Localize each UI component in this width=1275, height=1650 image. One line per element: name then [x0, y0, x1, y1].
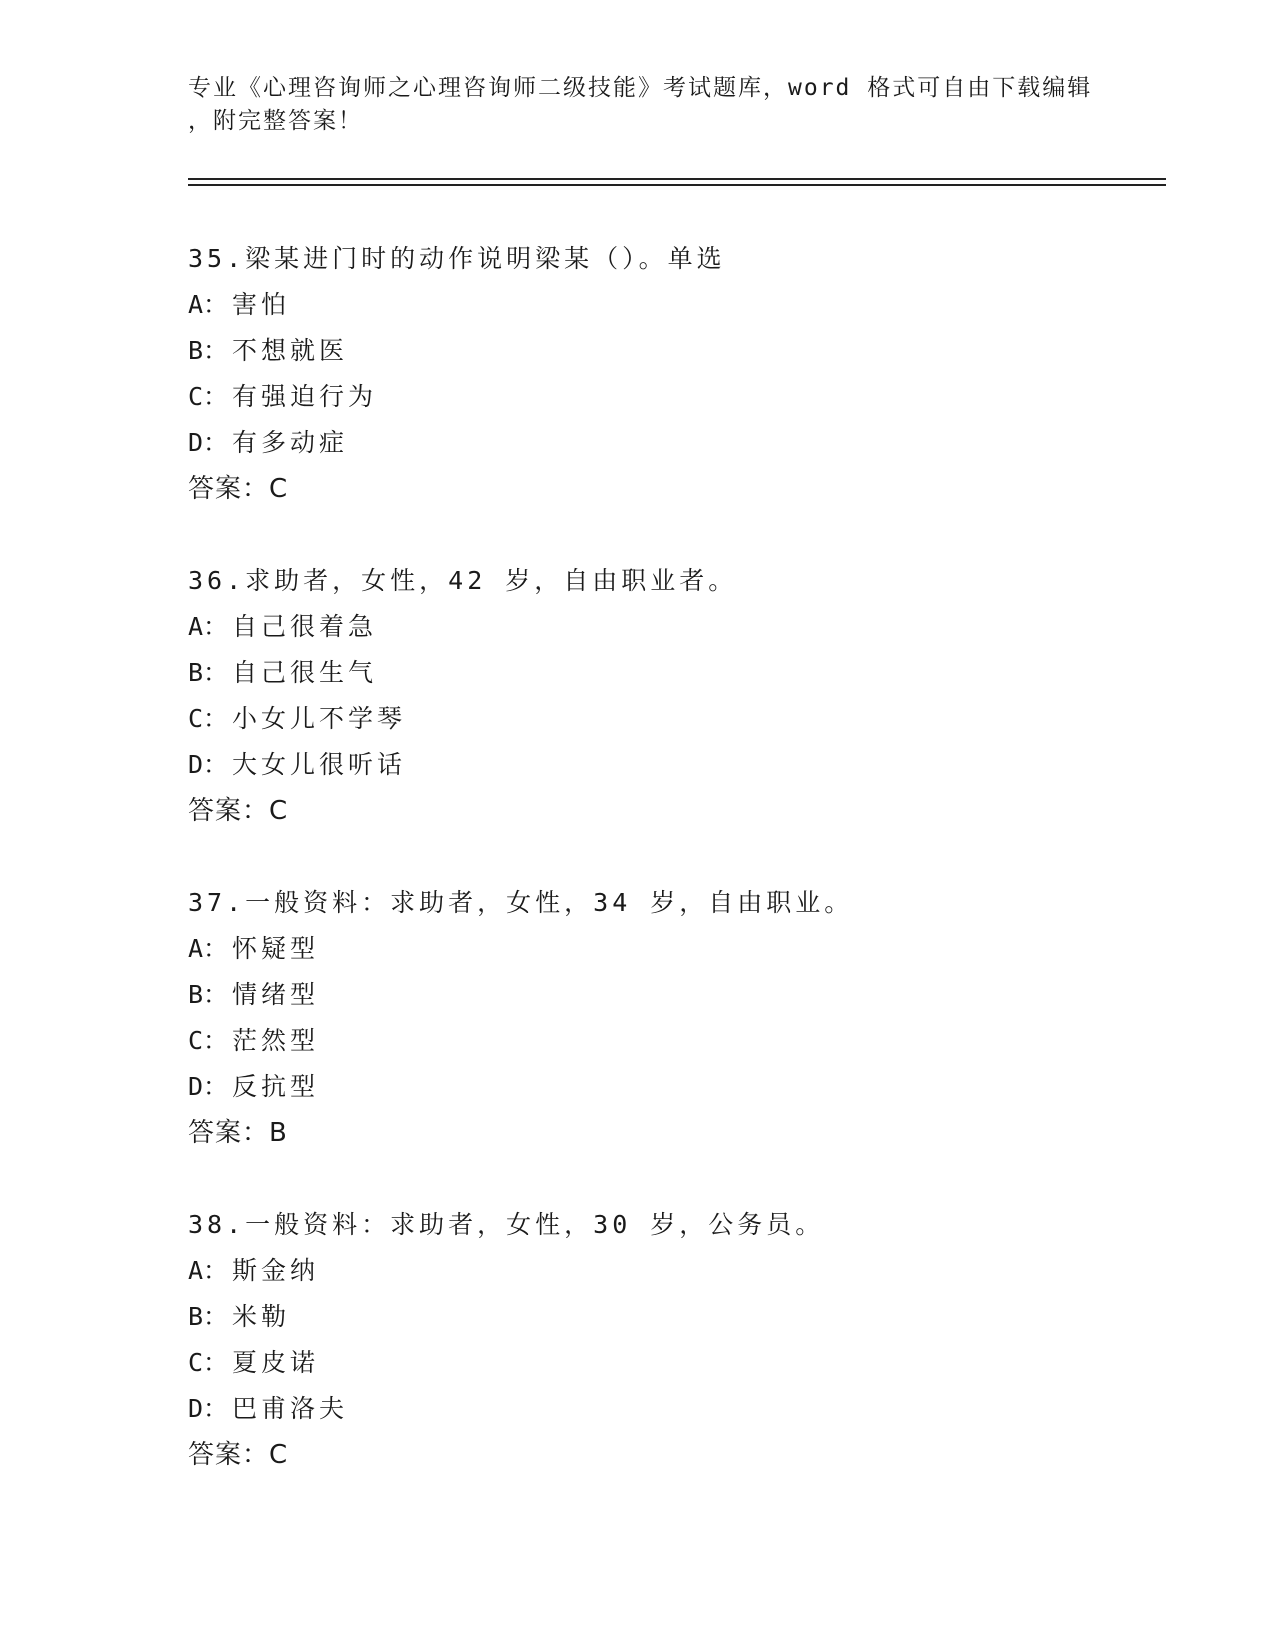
option-b	[188, 328, 1168, 374]
option-key: A：	[188, 612, 229, 641]
option-key: A：	[188, 934, 229, 963]
header-divider-bottom	[188, 184, 1166, 186]
option-text: 大女儿很听话	[232, 750, 407, 779]
option-a	[188, 282, 1168, 328]
option-b	[188, 650, 1168, 696]
option-d	[188, 420, 1168, 466]
option-text: 情绪型	[232, 980, 320, 1009]
option-key: C：	[188, 1026, 229, 1055]
option-text: 斯金纳	[232, 1256, 320, 1285]
option-key: D：	[188, 1072, 229, 1101]
option-b	[188, 1294, 1168, 1340]
option-a	[188, 1248, 1168, 1294]
option-key: A：	[188, 1256, 229, 1285]
question-36	[188, 558, 1168, 880]
answer-label: 答案：C	[188, 1440, 289, 1470]
option-c	[188, 1340, 1168, 1386]
option-d	[188, 1064, 1168, 1110]
option-c	[188, 1018, 1168, 1064]
option-c	[188, 696, 1168, 742]
option-key: B：	[188, 658, 229, 687]
option-key: B：	[188, 336, 229, 365]
option-b	[188, 972, 1168, 1018]
option-key: D：	[188, 428, 229, 457]
option-text: 有强迫行为	[232, 382, 378, 411]
question-35	[188, 236, 1168, 558]
option-d	[188, 1386, 1168, 1432]
option-key: C：	[188, 382, 229, 411]
question-title: 37.一般资料：求助者，女性，34 岁，自由职业。	[188, 888, 854, 917]
option-a	[188, 926, 1168, 972]
answer-label: 答案：C	[188, 796, 289, 826]
option-d	[188, 742, 1168, 788]
question-38	[188, 1202, 1168, 1524]
option-key: D：	[188, 750, 229, 779]
option-text: 害怕	[232, 290, 291, 319]
option-text: 怀疑型	[232, 934, 320, 963]
option-text: 小女儿不学琴	[232, 704, 407, 733]
option-key: C：	[188, 1348, 229, 1377]
answer-label: 答案：C	[188, 474, 289, 504]
option-key: A：	[188, 290, 229, 319]
option-key: B：	[188, 1302, 229, 1331]
option-text: 自己很着急	[232, 612, 378, 641]
option-key: B：	[188, 980, 229, 1009]
header-divider-top	[188, 178, 1166, 180]
header-line-1: 专业《心理咨询师之心理咨询师二级技能》考试题库，word 格式可自由下载编辑	[188, 75, 1093, 101]
answer-label: 答案：B	[188, 1118, 288, 1148]
option-text: 巴甫洛夫	[232, 1394, 349, 1423]
option-a	[188, 604, 1168, 650]
option-text: 反抗型	[232, 1072, 320, 1101]
option-text: 夏皮诺	[232, 1348, 320, 1377]
option-c	[188, 374, 1168, 420]
option-text: 有多动症	[232, 428, 349, 457]
question-title: 36.求助者，女性，42 岁，自由职业者。	[188, 566, 738, 595]
document-header	[188, 72, 1093, 138]
option-key: D：	[188, 1394, 229, 1423]
option-text: 米勒	[232, 1302, 291, 1331]
question-title: 38.一般资料：求助者，女性，30 岁，公务员。	[188, 1210, 825, 1239]
question-37	[188, 880, 1168, 1202]
question-list	[188, 236, 1168, 1524]
header-line-2: ，附完整答案！	[188, 108, 363, 134]
option-text: 自己很生气	[232, 658, 378, 687]
option-text: 不想就医	[232, 336, 349, 365]
question-title: 35.梁某进门时的动作说明梁某（）。单选	[188, 244, 726, 273]
option-key: C：	[188, 704, 229, 733]
option-text: 茫然型	[232, 1026, 320, 1055]
